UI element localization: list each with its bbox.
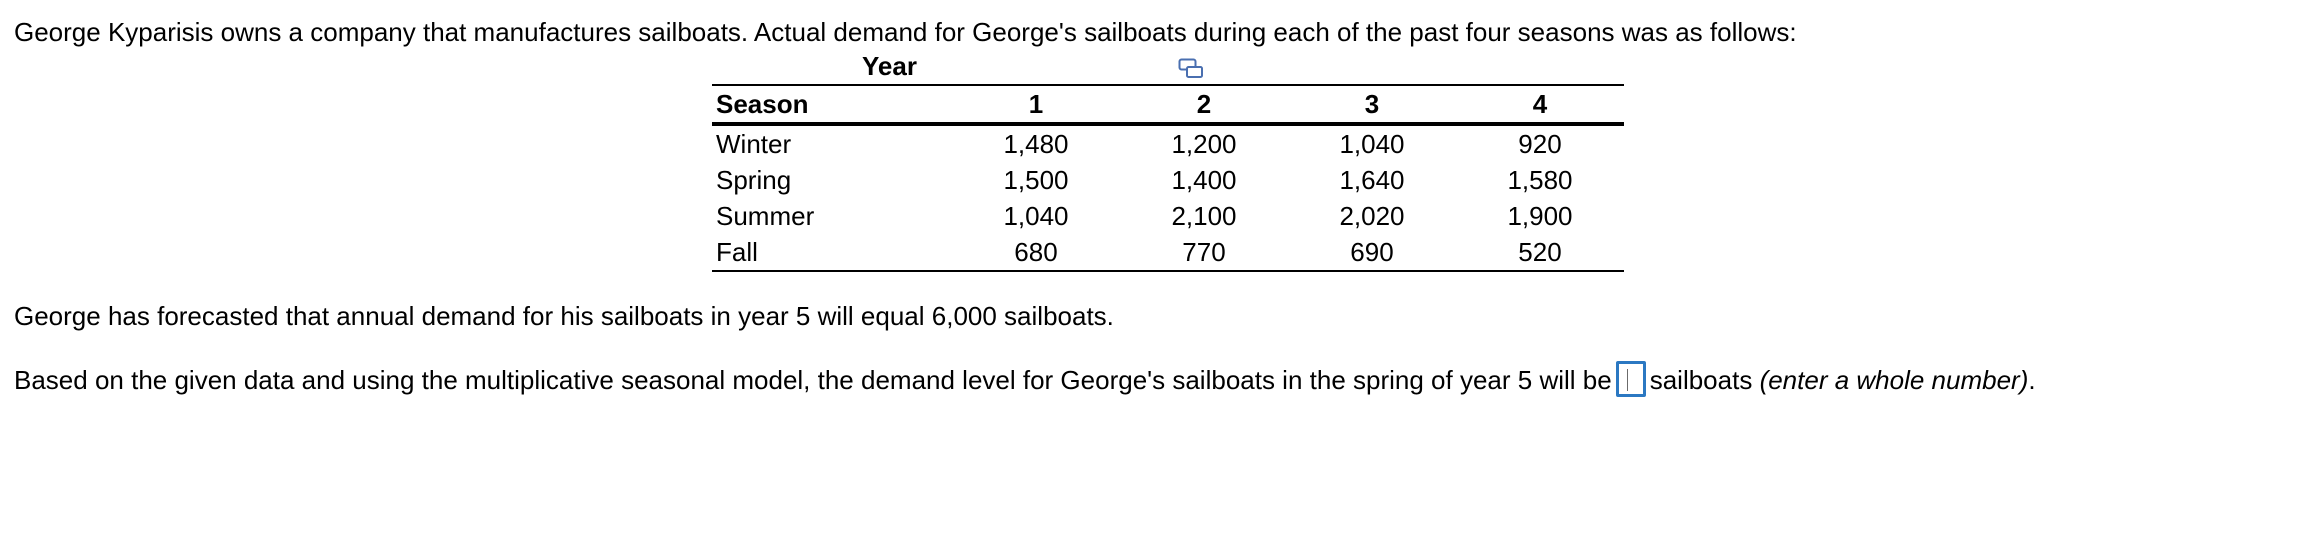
demand-cell: 1,400	[1171, 165, 1237, 195]
demand-cell: 770	[1182, 237, 1226, 267]
demand-cell: 680	[1014, 237, 1058, 267]
year-1-header: 1	[1028, 89, 1044, 119]
year-2-header: 2	[1196, 89, 1212, 119]
demand-cell: 1,200	[1171, 129, 1237, 159]
demand-cell: 1,040	[1003, 201, 1069, 231]
forecast-text: George has forecasted that annual demand for his sailboats in year 5 will equal 6,000 sailboats.	[14, 301, 1114, 331]
demand-cell: 1,480	[1003, 129, 1069, 159]
season-cell: Spring	[716, 165, 792, 195]
demand-cell: 1,580	[1507, 165, 1573, 195]
year-label: Year	[862, 51, 917, 81]
copy-table-icon[interactable]	[1178, 58, 1204, 80]
demand-cell: 920	[1518, 129, 1562, 159]
question-text	[14, 365, 2036, 397]
year-4-header: 4	[1532, 89, 1548, 119]
question-end: .	[2028, 365, 2036, 395]
table-row	[712, 198, 1624, 234]
answer-hint: (enter a whole number)	[1759, 365, 2029, 395]
demand-cell: 1,640	[1339, 165, 1405, 195]
text-caret	[1627, 369, 1628, 391]
season-cell: Fall	[716, 237, 758, 267]
demand-cell: 1,900	[1507, 201, 1573, 231]
demand-cell: 520	[1518, 237, 1562, 267]
demand-cell: 1,040	[1339, 129, 1405, 159]
table-row	[712, 234, 1624, 271]
demand-cell: 690	[1350, 237, 1394, 267]
question-prefix: Based on the given data and using the multiplicative seasonal model, the demand level for George's sailboats in the spring of year 5 will be	[14, 365, 1612, 395]
question-suffix: sailboats	[1649, 365, 1753, 395]
table-row	[712, 162, 1624, 198]
season-cell: Summer	[716, 201, 815, 231]
demand-cell: 2,020	[1339, 201, 1405, 231]
intro-text: George Kyparisis owns a company that manufactures sailboats. Actual demand for George's sailboats during each of the past four seasons was as follows:	[14, 17, 1797, 47]
demand-cell: 2,100	[1171, 201, 1237, 231]
year-3-header: 3	[1364, 89, 1380, 119]
demand-table	[712, 84, 1624, 272]
season-cell: Winter	[716, 129, 792, 159]
season-column-header: Season	[716, 89, 809, 119]
answer-input[interactable]	[1616, 361, 1646, 397]
table-header-row	[712, 85, 1624, 124]
table-row	[712, 124, 1624, 162]
demand-cell: 1,500	[1003, 165, 1069, 195]
